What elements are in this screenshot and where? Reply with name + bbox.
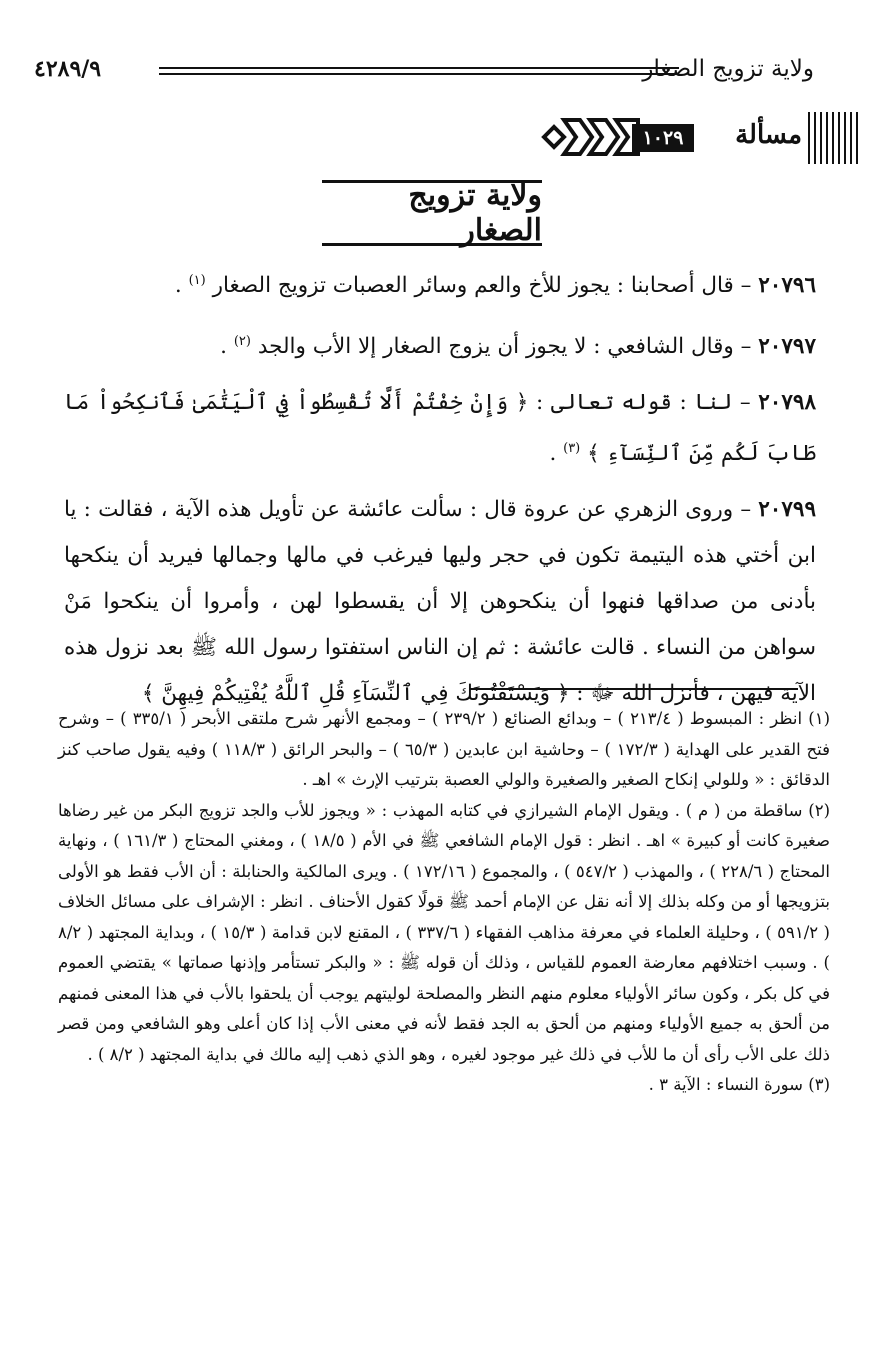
paragraph-text: – وقال الشافعي : لا يجوز أن يزوج الصغار إلا الأب والجد bbox=[257, 334, 752, 360]
footnote-separator bbox=[470, 688, 798, 690]
footnote-ref: (١) bbox=[188, 273, 206, 288]
paragraph-number: ٢٠٧٩٩ bbox=[758, 497, 816, 523]
paragraph-tail: . bbox=[174, 273, 189, 299]
footnote-ref: (٢) bbox=[233, 334, 251, 350]
paragraph-text: – قال أصحابنا : يجوز للأخ والعم وسائر العصبات تزويج الصغار bbox=[212, 273, 752, 299]
main-text bbox=[64, 258, 816, 727]
paragraph-20797 bbox=[64, 319, 816, 370]
section-title-text: ولاية تزويج الصغار bbox=[408, 178, 542, 248]
page-reference: ٤٢٨٩/٩ bbox=[34, 56, 102, 82]
section-title bbox=[322, 180, 542, 246]
footnote-1: (١) انظر : المبسوط ( ٢١٣/٤ ) – وبدائع الصنائع ( ٢٣٩/٢ ) – ومجمع الأنهر شرح ملتقى الأبحر ( ٣٣٥/١ ) – وشرح فتح القدير على الهداية ( ١٧٢/٣ ) – وحاشية ابن عابدين ( ٦٥/٣ ) – والبحر الرائق ( ١١٨/٣ ) وفيه يقول صاحب كنز الدقائق : « وللولي إنكاح الصغير والصغيرة والولي العصبة بترتيب الإرث » اهـ . bbox=[58, 709, 831, 789]
footnote-2: (٢) ساقطة من ( م ) . ويقول الإمام الشيرازي في كتابه المهذب : « ويجوز للأب والجد تزويج البكر من غير رضاها صغيرة كانت أو كبيرة » اهـ . انظر : قول الإمام الشافعي ﷺ في الأم ( ١٨/٥ ) ، ومغني المحتاج ( ١٦١/٣ ) ، ونهاية المحتاج ( ٢٢٨/٦ ) ، والمهذب ( ٥٤٧/٢ ) ، والمجموع ( ١٧٢/١٦ ) . ويرى المالكية والحنابلة : أن الأب فقط هو الأولى بتزويجها أو من وكله بذلك إلا أنه نقل عن الإمام أحمد ﷺ قولًا كقول الأحناف . انظر : الإشراف على مسائل الخلاف ( ٥٩١/٢ ) ، وحليلة العلماء في معرفة مذاهب الفقهاء ( ٣٣٧/٦ ) ، المقنع لابن قدامة ( ١٥/٣ ) ، وبداية المجتهد ( ٨/٢ ) . وسبب اختلافهم معارضة العموم للقياس ، وذلك أن قوله ﷺ : « والبكر تستأمر وإذنها صماتها » يقتضي العموم في كل بكر ، وكون سائر الأولياء معلوم منهم النظر والمصلحة لوليتهم يوجب أن يلحقوا بالأب في هذا المعنى فمنهم من ألحق به جميع الأولياء ومنهم من ألحق به الجد فقط لأنه في معنى الأب إذا كان أعلى وهو الشافعي ومن قصر ذلك على الأب رأى أن ما للأب في ذلك غير موجود لغيره ، وهو الذي ذهب إليه مالك في بداية المجتهد ( ٨/٢ ) . bbox=[58, 800, 831, 1064]
masala-banner bbox=[540, 112, 860, 164]
running-header bbox=[34, 52, 814, 92]
paragraph-number: ٢٠٧٩٦ bbox=[758, 273, 816, 299]
paragraph-tail: . bbox=[549, 441, 564, 467]
running-title: ولاية تزويج الصغار bbox=[642, 56, 814, 82]
footnote-3: (٣) سورة النساء : الآية ٣ . bbox=[648, 1075, 830, 1094]
paragraph-tail: . bbox=[220, 334, 234, 360]
paragraph-text: – لنا : قوله تعالى : ﴿ وَإِنْ خِفْتُمْ أَلَّا تُقْسِطُواْ فِي ٱلْيَتَٰمَىٰ فَٱنكِحُواْ مَا طَابَ لَكُم مِّنَ ٱلنِّسَآءِ ﴾ bbox=[64, 390, 816, 467]
paragraph-20798 bbox=[64, 380, 816, 477]
knot-ornament-icon bbox=[540, 114, 642, 160]
header-rule-top bbox=[159, 67, 679, 69]
masala-label: مسألة bbox=[735, 120, 802, 150]
footnotes bbox=[58, 704, 830, 1101]
footnote-ref: (٣) bbox=[563, 441, 581, 457]
paragraph-number: ٢٠٧٩٨ bbox=[758, 390, 816, 416]
stripe-ornament bbox=[808, 112, 860, 164]
paragraph-text: – وروى الزهري عن عروة قال : سألت عائشة عن تأويل هذه الآية ، فقالت : يا ابن أختي هذه اليتيمة تكون في حجر وليها فيرغب في مالها وجمالها فيريد أن ينكحها بأدنى من صداقها فنهوا أن ينكحوهن إلا أن يقسطوا لهن ، وأمروا أن ينكحوا مَنْ سواهن من النساء . قالت عائشة : ثم إن الناس استفتوا رسول الله ﷺ بعد نزول هذه الآية فيهن ، فأنزل الله ﷻ : ﴿ وَيَسْتَفْتُونَكَ فِي ٱلنِّسَآءِ قُلِ ٱللَّهُ يُفْتِيكُمْ فِيهِنَّ ﴾ bbox=[64, 497, 816, 707]
paragraph-number: ٢٠٧٩٧ bbox=[758, 334, 816, 360]
paragraph-20799 bbox=[64, 487, 816, 717]
header-rule-bottom bbox=[159, 73, 679, 75]
masala-number: ١٠٢٩ bbox=[632, 124, 694, 152]
paragraph-20796 bbox=[64, 258, 816, 309]
